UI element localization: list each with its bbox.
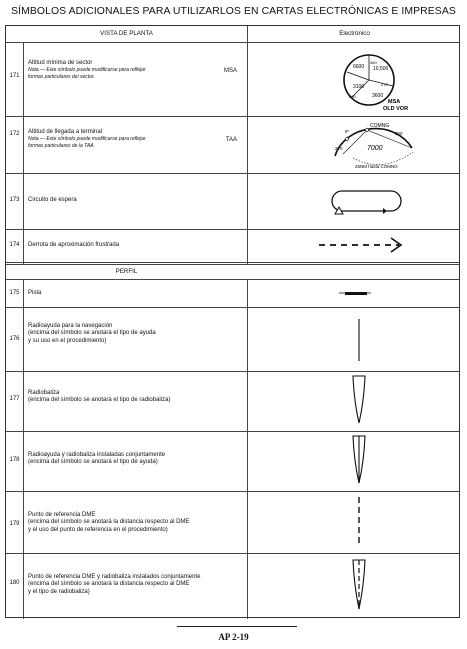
- table-row: [6, 491, 459, 553]
- row-detail: y su uso en el procedimiento): [28, 337, 107, 344]
- runway-symbol: [247, 279, 460, 307]
- row-label: Radioayuda para la navegación: [28, 323, 113, 329]
- msa-alt-3: 3100: [353, 84, 365, 90]
- row-label: Punto de referencia DME: [28, 512, 96, 518]
- row-detail: y el uso del punto de referencia en el procedimiento): [28, 526, 168, 533]
- table-row: [6, 307, 459, 371]
- row-label: Altitud de llegada a terminal: [28, 129, 103, 135]
- table-row: [6, 173, 459, 229]
- taa-brg-2: 270: [335, 146, 343, 151]
- row-abbr: TAA: [225, 137, 237, 143]
- row-note: Nota.— Este símbolo puede modificarse para reflejar formas particulares del sector.: [28, 67, 146, 80]
- msa-label: MSA: [388, 99, 401, 105]
- row-number: 180: [9, 580, 20, 586]
- table-row: [6, 116, 459, 173]
- symbols-table: [5, 25, 460, 618]
- msa-symbol: [247, 42, 460, 116]
- row-abbr: MSA: [223, 68, 237, 74]
- footer-rule: [177, 626, 297, 627]
- navaid-marker-symbol: [247, 431, 460, 491]
- missed-approach-symbol: [247, 229, 460, 262]
- table-row: [6, 371, 459, 431]
- table-row: [6, 431, 459, 491]
- row-number: 178: [9, 457, 20, 463]
- row-note: Nota.— Este símbolo puede modificarse para reflejar formas particulares de la TAA.: [28, 136, 146, 149]
- table-row: [6, 553, 459, 619]
- msa-brg-1: 360: [370, 60, 377, 65]
- row-label: Pista: [28, 290, 42, 296]
- row-detail: (encima del símbolo se anotará el tipo de radiobaliza): [28, 397, 171, 404]
- table-row: [6, 229, 459, 262]
- msa-brg-3: 090: [349, 94, 356, 99]
- msa-brg-2: 270: [381, 82, 388, 87]
- msa-alt-4: 3600: [372, 93, 384, 99]
- taa-altitude: 7000: [367, 145, 383, 152]
- table-row: [6, 279, 459, 307]
- taa-symbol: [247, 116, 460, 173]
- row-number: 176: [9, 336, 20, 342]
- marker-beacon-symbol: [247, 371, 460, 431]
- taa-brg-1: 360: [395, 131, 403, 136]
- taa-fix-if: IF: [345, 129, 349, 134]
- row-label: Radioayuda y radiobaliza instaladas conjuntamente: [28, 452, 166, 458]
- header-electronic: Electrónico: [339, 30, 370, 37]
- row-number: 174: [9, 242, 20, 248]
- row-detail: (encima del símbolo se anotará el tipo de ayuda): [28, 459, 158, 466]
- row-label: Altitud mínima de sector: [28, 60, 93, 66]
- row-detail: (encima del símbolo se anotará la distancia respecto al DME: [28, 581, 190, 588]
- row-detail: (encima del símbolo se anotará la distancia respecto al DME: [28, 519, 190, 526]
- row-number: 171: [9, 73, 20, 79]
- row-number: 175: [9, 290, 20, 296]
- msa-alt-1: 6600: [353, 64, 365, 70]
- row-detail: y el tipo de radiobaliza): [28, 588, 90, 595]
- msa-vor-label: OLD VOR: [383, 106, 409, 112]
- row-label: Radiobaliza: [28, 390, 60, 396]
- row-label: Circuito de espera: [28, 197, 77, 203]
- row-detail: (encima del símbolo se anotará el tipo de ayuda: [28, 330, 156, 337]
- row-number: 177: [9, 396, 20, 402]
- holding-pattern-symbol: [247, 173, 460, 229]
- row-label: Punto de referencia DME y radiobaliza instalados conjuntamente: [28, 574, 201, 580]
- dme-marker-symbol: [247, 553, 460, 619]
- dme-fix-symbol: [247, 491, 460, 553]
- page-number: AP 2-19: [218, 632, 249, 642]
- table-row: [6, 42, 459, 116]
- header-plan-view: VISTA DE PLANTA: [100, 30, 153, 37]
- header-profile: PERFIL: [115, 268, 138, 275]
- page-title: SÍMBOLOS ADICIONALES PARA UTILIZARLOS EN CARTAS ELECTRÓNICAS E IMPRESAS: [11, 6, 456, 17]
- navaid-symbol: [247, 307, 460, 371]
- msa-alt-2: 10,500: [373, 66, 389, 72]
- row-number: 172: [9, 131, 20, 137]
- taa-distance: 25NM hasta COMNG: [355, 164, 398, 169]
- row-number: 173: [9, 197, 20, 203]
- row-number: 179: [9, 521, 20, 527]
- taa-fix-comng: COMNG: [370, 123, 390, 129]
- row-label: Derrota de aproximación frustrada: [28, 242, 120, 248]
